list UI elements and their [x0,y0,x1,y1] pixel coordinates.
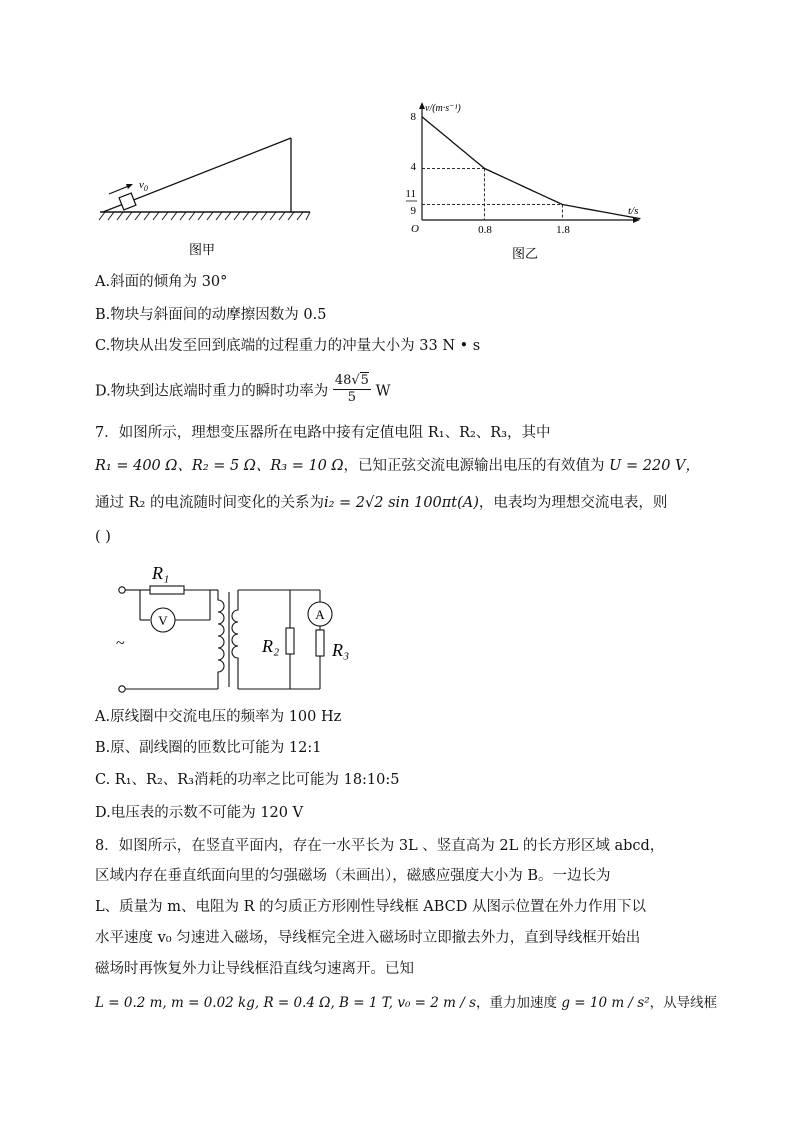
q8-line5: 磁场时再恢复外力让导线框沿直线匀速离开。已知 [95,961,414,977]
q6-option-b: B.物块与斜面间的动摩擦因数为 0.5 [95,307,327,323]
q7-bracket: ( ) [95,529,111,545]
r1-label: R₁ [152,563,170,583]
xtick-0.8: 0.8 [478,224,492,236]
velocity-arrowhead [126,184,133,189]
q7-line1: 7．如图所示，理想变压器所在电路中接有定值电阻 R₁、R₂、R₃，其中 [95,425,551,441]
ytick-8: 8 [410,111,416,123]
ytick-4: 4 [410,161,416,173]
q8-line4: 水平速度 v₀ 匀速进入磁场，导线框完全进入磁场时立即撤去外力，直到导线框开始出 [95,930,641,946]
figure-b-caption: 图乙 [511,246,539,261]
vt-curve [422,117,640,219]
q7-option-a: A.原线圈中交流电压的频率为 100 Hz [95,709,342,725]
q6-option-d [95,375,390,408]
q8-line6: L = 0.2 m, m = 0.02 kg, R = 0.4 Ω, B = 1 T, v₀ = 2 m / s，重力加速度 g = 10 m / s²，从导线框 [95,995,718,1011]
figure-incline [95,128,325,263]
ammeter-label: A [315,607,325,622]
circuit-diagram [110,560,360,700]
r3-label: R₃ [332,640,350,660]
secondary-coil [232,590,238,689]
q7-option-c: C. R₁、R₂、R₃消耗的功率之比可能为 18:10:5 [95,772,400,788]
ytick-9: 9 [410,205,416,217]
q6-option-c: C.物块从出发至回到底端的过程重力的冲量大小为 33 N • s [95,338,481,354]
q6-d-fraction: $\frac{48√5}{5}$ [334,373,369,405]
r1-resistor [150,586,184,594]
q7-line3: 通过 R₂ 的电流随时间变化的关系为i₂ = 2√2 sin 100πt(A)，电表均为理想交流电表，则 [95,495,668,511]
ytick-11: 11 [405,188,416,200]
q8-line2: 区域内存在垂直纸面向里的匀强磁场（未画出），磁感应强度大小为 B。一边长为 [95,868,611,884]
q8-line1: 8．如图所示，在竖直平面内，存在一水平长为 3L 、竖直高为 2L 的长方形区域 abcd， [95,838,665,854]
velocity-label: $v_0$ [139,179,148,193]
xtick-1.8: 1.8 [556,224,570,236]
q6-option-a: A.斜面的倾角为 30° [95,274,228,290]
terminal-top [119,587,125,593]
voltmeter-label: V [158,613,168,628]
x-axis-label: t/s [628,205,639,217]
q7-option-d: D.电压表的示数不可能为 120 V [95,805,304,821]
r2-label: R₂ [262,636,280,656]
q6-d-unit: W [375,383,391,400]
origin-label: O [411,223,419,235]
q8-line3: L、质量为 m、电阻为 R 的匀质正方形刚性导线框 ABCD 从图示位置在外力作用下以 [95,899,646,915]
q7-line2: R₁ = 400 Ω、R₂ = 5 Ω、R₃ = 10 Ω，已知正弦交流电源输出电压的有效值为 U = 220 V， [95,458,701,474]
ground-hatch [99,212,310,220]
r2-resistor [286,628,294,654]
terminal-bottom [119,686,125,692]
r3-resistor [316,630,324,656]
primary-coil [218,590,224,689]
block [119,193,136,210]
y-axis-label: v/(m·s⁻¹) [425,103,461,114]
source-symbol: ~ [116,635,125,652]
figure-a-caption: 图甲 [188,242,216,257]
q7-option-b: B.原、副线圈的匝数比可能为 12:1 [95,740,322,756]
q6-d-prefix: D.物块到达底端时重力的瞬时功率为 [95,383,329,400]
vt-chart [400,98,650,266]
